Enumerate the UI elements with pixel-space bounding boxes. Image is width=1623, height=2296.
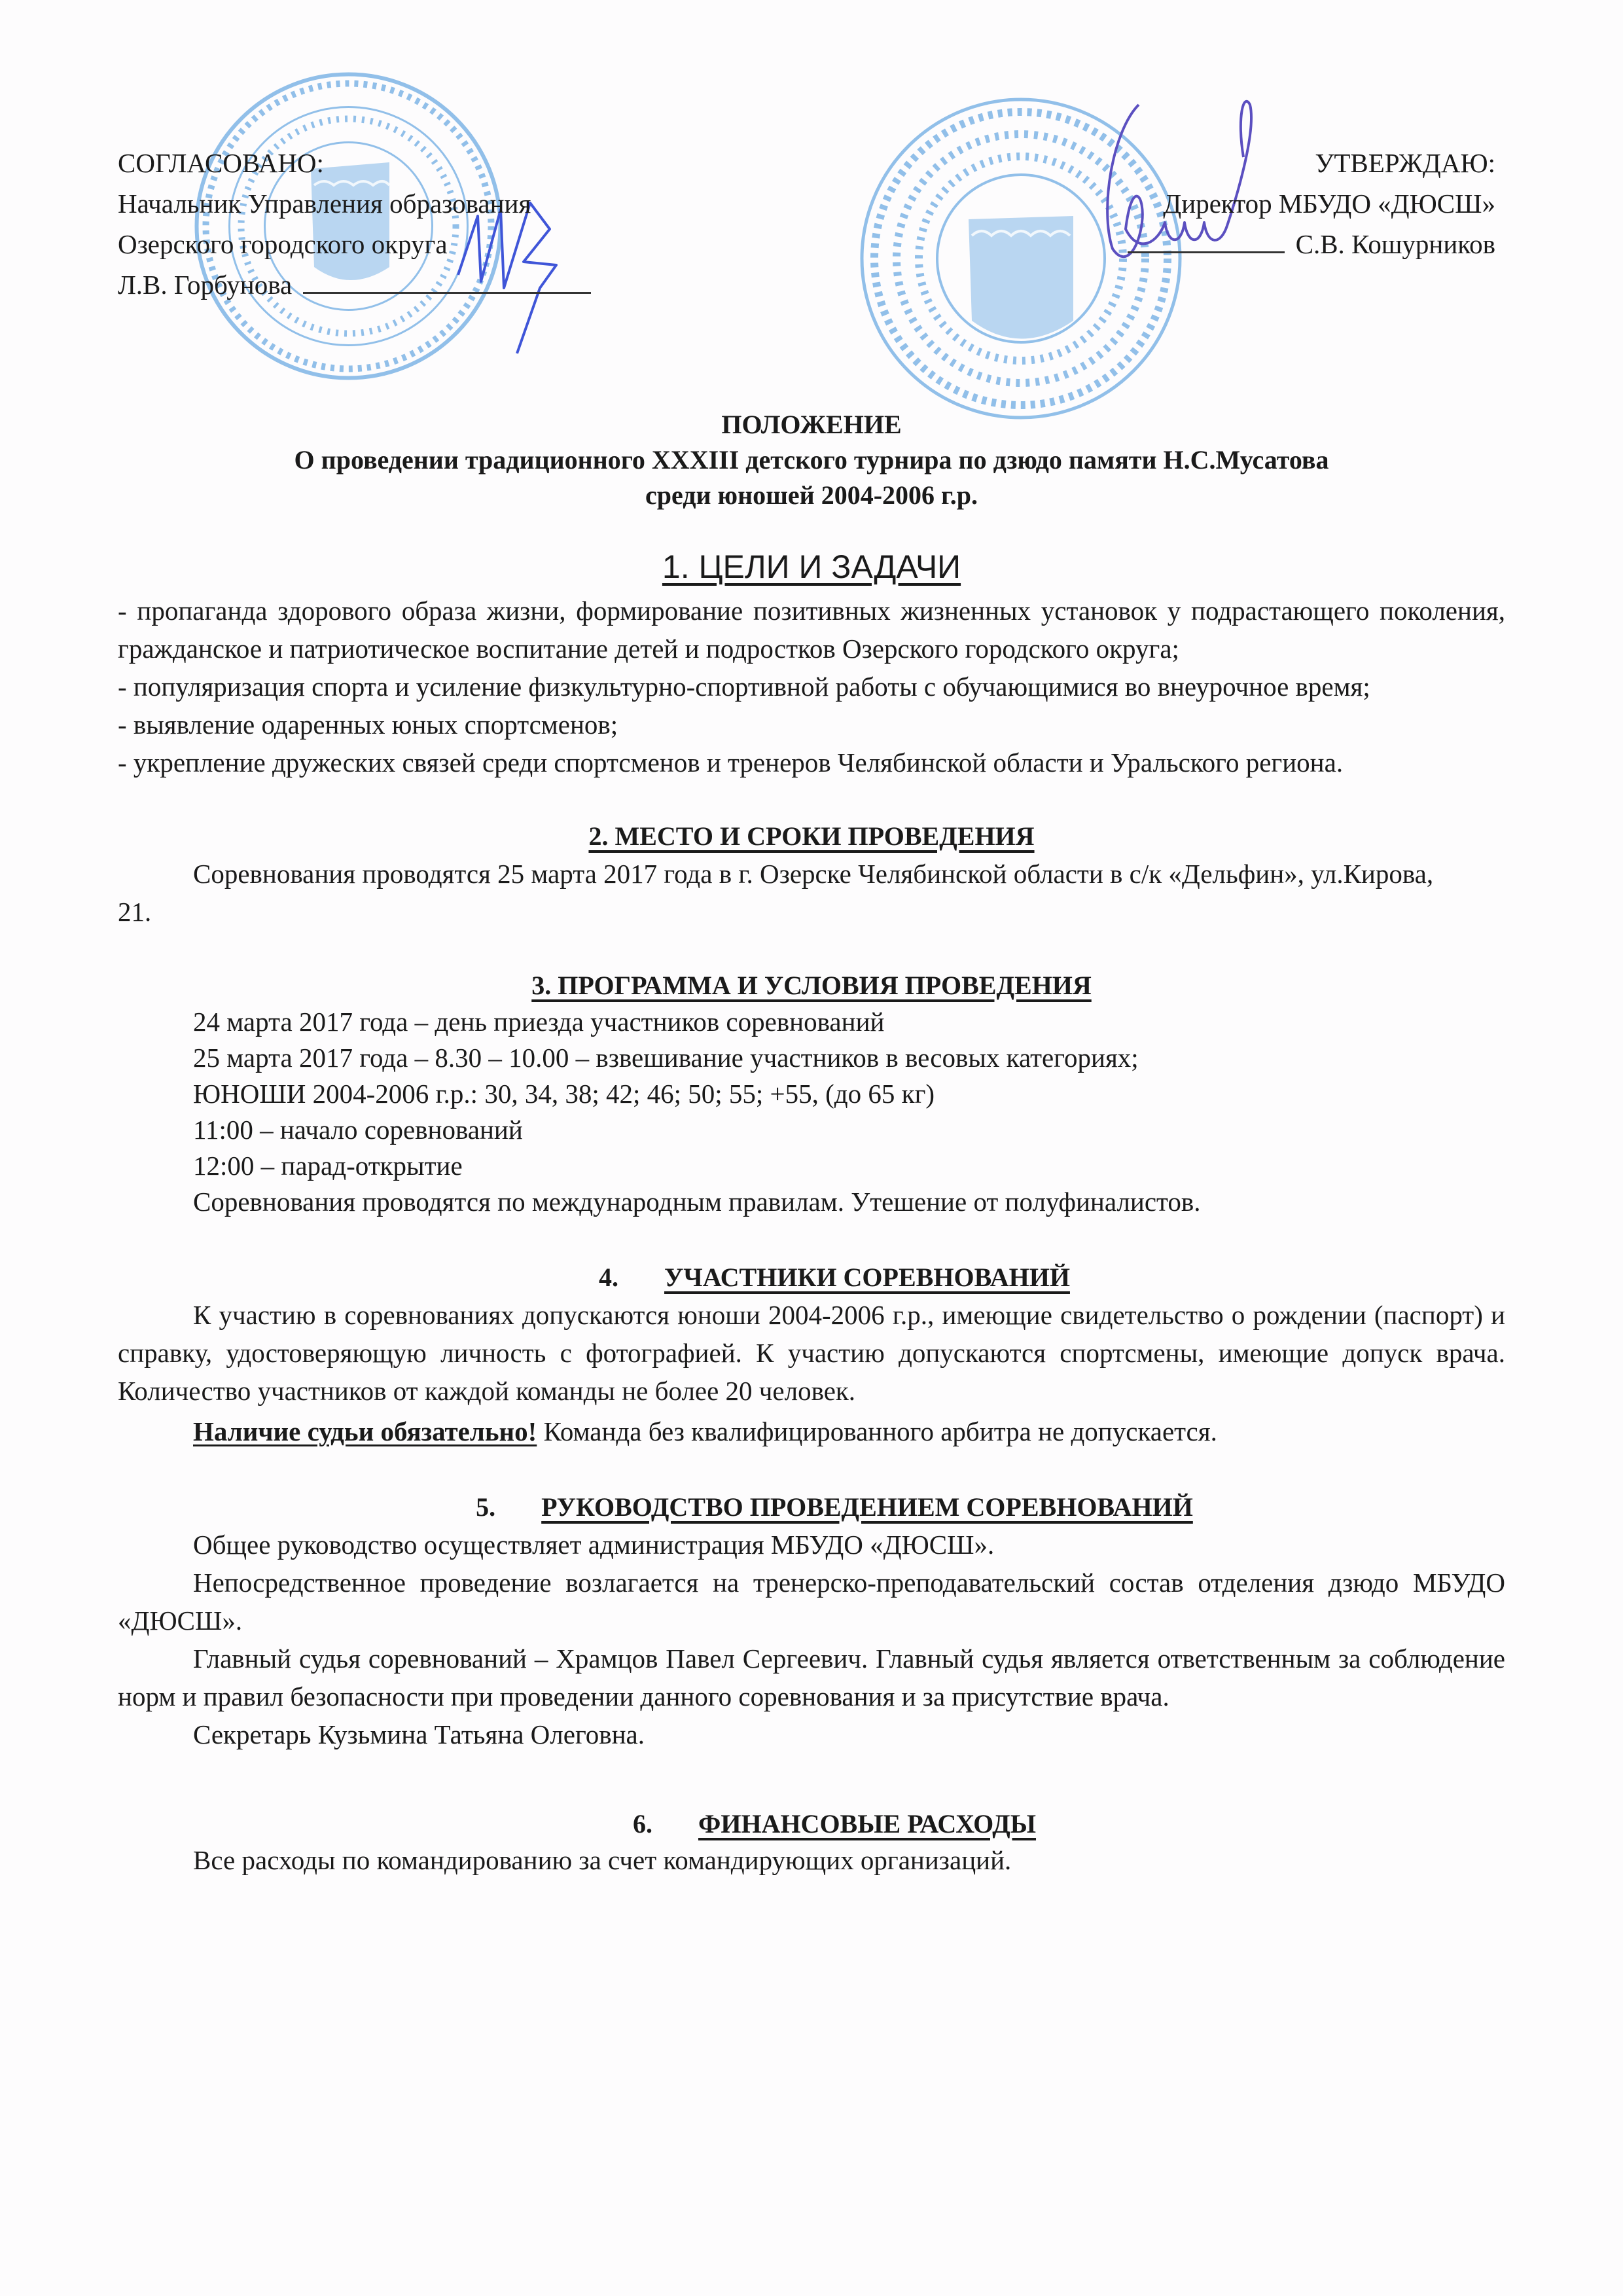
section-1-heading-text: 1. ЦЕЛИ И ЗАДАЧИ bbox=[662, 548, 961, 585]
management-paragraph: Общее руководство осуществляет администрация МБУДО «ДЮСШ». bbox=[193, 1530, 995, 1560]
approval-left-position-1: Начальник Управления образования bbox=[118, 188, 531, 219]
program-line: 12:00 – парад-открытие bbox=[193, 1151, 463, 1181]
program-line: ЮНОШИ 2004-2006 г.р.: 30, 34, 38; 42; 46; 50; 55; +55, (до 65 кг) bbox=[193, 1079, 935, 1109]
section-4-heading-text: УЧАСТНИКИ СОРЕВНОВАНИЙ bbox=[664, 1263, 1070, 1292]
approval-right bbox=[1128, 143, 1495, 264]
approval-left-name: Л.В. Горбунова bbox=[118, 270, 293, 300]
signature-line bbox=[1128, 251, 1285, 253]
goal-item: - популяризация спорта и усиление физкультурно-спортивной работы с обучающимися во внеурочное время; bbox=[118, 672, 1370, 702]
document-subtitle-2: среди юношей 2004-2006 г.р. bbox=[645, 480, 978, 510]
section-5-body bbox=[118, 1526, 1505, 1753]
program-line: Соревнования проводятся по международным правилам. Утешение от полуфиналистов. bbox=[193, 1187, 1201, 1217]
section-6-number: 6. bbox=[632, 1809, 652, 1839]
referee-note-text: Команда без квалифицированного арбитра не допускается. bbox=[537, 1416, 1217, 1446]
approval-left-position-2: Озерского городского округа bbox=[118, 229, 448, 259]
program-line: 24 марта 2017 года – день приезда участников соревнований bbox=[193, 1007, 885, 1037]
goal-item: - укрепление дружеских связей среди спортсменов и тренеров Челябинской области и Уральского региона. bbox=[118, 747, 1344, 778]
approval-left-title: СОГЛАСОВАНО: bbox=[118, 148, 324, 178]
approval-right-position: Директор МБУДО «ДЮСШ» bbox=[1163, 188, 1495, 219]
goal-item: - выявление одаренных юных спортсменов; bbox=[118, 709, 618, 740]
section-6-body: Все расходы по командированию за счет командирующих организаций. bbox=[193, 1845, 1012, 1875]
section-6-heading bbox=[118, 1806, 1505, 1842]
section-5-number: 5. bbox=[476, 1492, 496, 1522]
section-2-heading bbox=[118, 818, 1505, 855]
section-2-body: Соревнования проводятся 25 марта 2017 года в г. Озерске Челябинской области в с/к «Дельфин», ул.Кирова, 21. bbox=[118, 859, 1434, 927]
approval-right-signature-row bbox=[1128, 224, 1495, 264]
approval-right-name: С.В. Кошурников bbox=[1295, 229, 1495, 259]
signature-line bbox=[303, 292, 591, 294]
document-subtitle-1: О проведении традиционного XXXIII детского турнира по дзюдо памяти Н.С.Мусатова bbox=[294, 445, 1329, 475]
approval-left bbox=[118, 143, 591, 305]
approval-right-title: УТВЕРЖДАЮ: bbox=[1315, 148, 1495, 178]
referee-note bbox=[118, 1414, 1505, 1450]
management-paragraph: Непосредственное проведение возлагается на тренерско-преподавательский состав отделения дзюдо МБУДО «ДЮСШ». bbox=[118, 1568, 1505, 1636]
section-5-heading bbox=[118, 1489, 1505, 1526]
approval-left-signature-row bbox=[118, 264, 591, 305]
section-2-heading-text: 2. МЕСТО И СРОКИ ПРОВЕДЕНИЯ bbox=[588, 821, 1035, 851]
section-3-heading bbox=[118, 967, 1505, 1004]
document-body bbox=[118, 407, 1505, 1878]
section-4-body: К участию в соревнованиях допускаются юноши 2004-2006 г.р., имеющие свидетельство о рождении (паспорт) и справку, удостоверяющую личность с фотографией. К участию допускаются спортсмены, имеющие допуск врача. Количество участников от каждой команды не более 20 человек. bbox=[118, 1300, 1505, 1406]
section-1-heading bbox=[118, 546, 1505, 588]
management-paragraph: Секретарь Кузьмина Татьяна Олеговна. bbox=[193, 1719, 645, 1749]
program-line: 25 марта 2017 года – 8.30 – 10.00 – взвешивание участников в весовых категориях; bbox=[193, 1043, 1139, 1073]
referee-note-bold: Наличие судьи обязательно! bbox=[193, 1416, 537, 1446]
section-5-heading-text: РУКОВОДСТВО ПРОВЕДЕНИЕМ СОРЕВНОВАНИЙ bbox=[541, 1492, 1193, 1522]
goal-item: - пропаганда здорового образа жизни, формирование позитивных жизненных установок у подрастающего поколения, гражданское и патриотическое воспитание детей и подростков Озерского городского округа; bbox=[118, 596, 1505, 664]
management-paragraph: Главный судья соревнований – Храмцов Павел Сергеевич. Главный судья является ответственным за соблюдение норм и правил безопасности при проведении данного соревнования и за присутствие врача. bbox=[118, 1643, 1505, 1712]
section-4-heading bbox=[118, 1259, 1505, 1296]
section-3-heading-text: 3. ПРОГРАММА И УСЛОВИЯ ПРОВЕДЕНИЯ bbox=[531, 971, 1092, 1000]
program-line: 11:00 – начало соревнований bbox=[193, 1115, 523, 1145]
section-4-number: 4. bbox=[599, 1263, 619, 1292]
document-title: ПОЛОЖЕНИЕ bbox=[721, 410, 902, 439]
section-1-body bbox=[118, 592, 1505, 781]
section-6-heading-text: ФИНАНСОВЫЕ РАСХОДЫ bbox=[698, 1809, 1037, 1839]
